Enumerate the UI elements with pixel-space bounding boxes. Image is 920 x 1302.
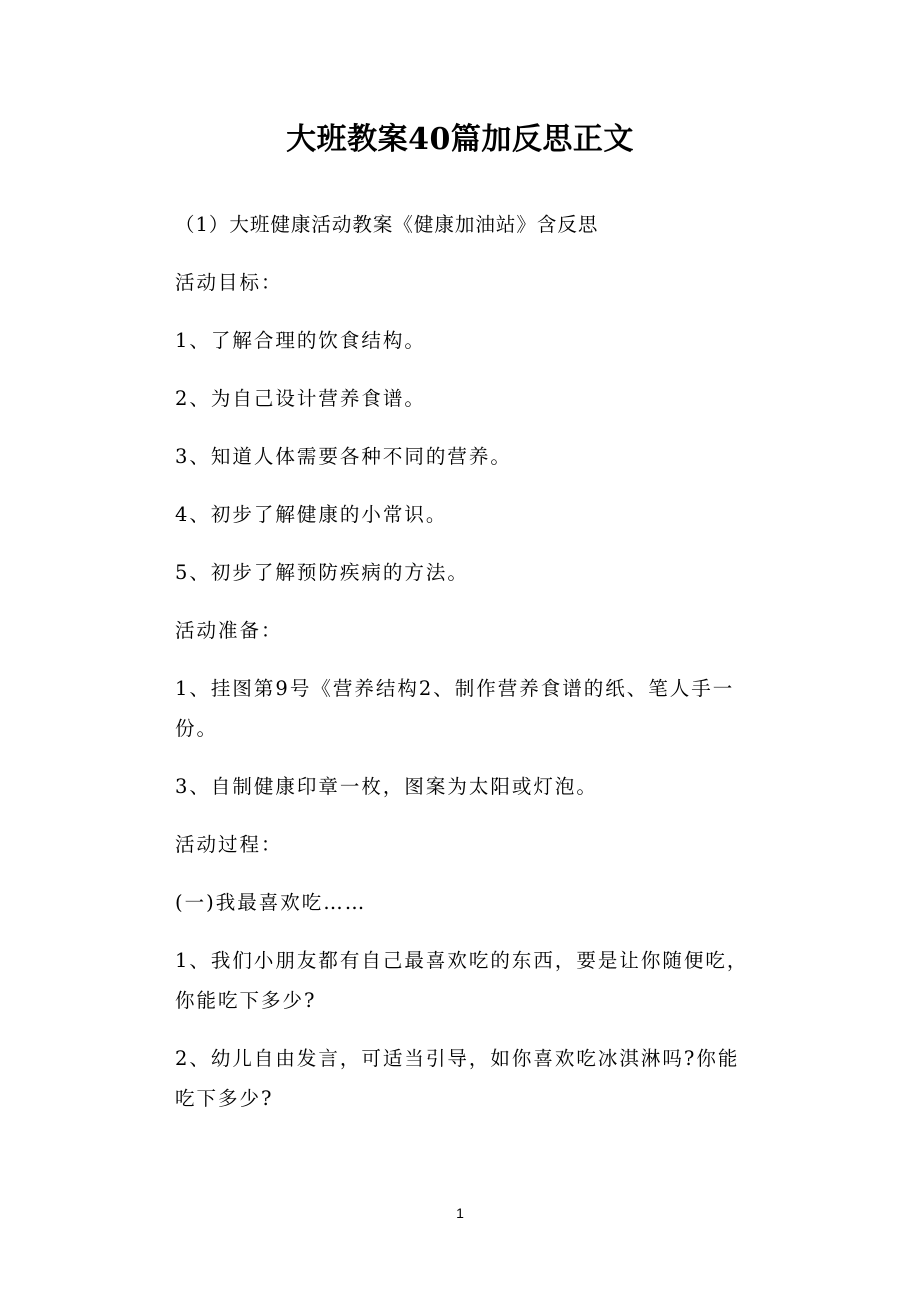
paragraph: 1、了解合理的饮食结构。 [175,329,426,352]
document-body [175,205,760,1137]
paragraph: 3、知道人体需要各种不同的营养。 [175,445,512,468]
paragraph: (一)我最喜欢吃…… [175,891,367,914]
paragraph: 2、为自己设计营养食谱。 [175,387,426,410]
paragraph: 3、自制健康印章一枚，图案为太阳或灯泡。 [175,775,598,798]
paragraph: 4、初步了解健康的小常识。 [175,503,448,526]
paragraph: 2、幼儿自由发言，可适当引导，如你喜欢吃冰淇淋吗?你能吃下多少? [175,1047,740,1110]
paragraph: 活动过程： [175,833,283,856]
paragraph: 活动准备： [175,619,283,642]
page-number: 1 [456,1205,464,1221]
paragraph: 1、我们小朋友都有自己最喜欢吃的东西，要是让你随便吃，你能吃下多少? [175,949,749,1012]
section-heading: （1）大班健康活动教案《健康加油站》含反思 [175,213,599,236]
paragraph: 5、初步了解预防疾病的方法。 [175,561,469,584]
paragraph: 1、挂图第9号《营养结构2、制作营养食谱的纸、笔人手一份。 [175,677,735,740]
document-title: 大班教案40篇加反思正文 [286,122,634,157]
paragraph: 活动目标： [175,271,283,294]
